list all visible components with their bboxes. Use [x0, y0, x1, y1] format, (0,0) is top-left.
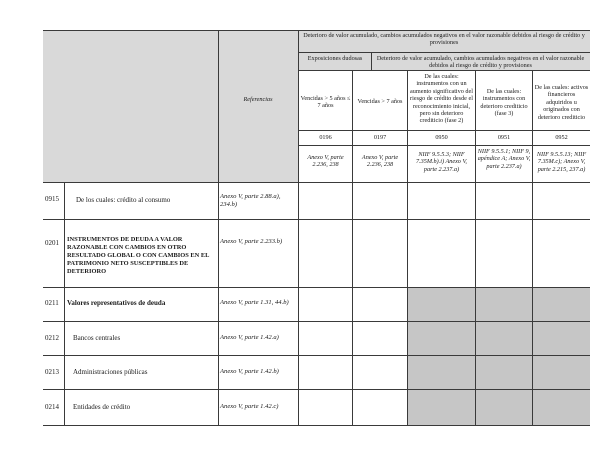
- row-label: Administraciones públicas: [73, 368, 148, 376]
- vrule-dudosas-sub: [371, 52, 372, 70]
- vrule-col-0950-0951: [475, 70, 476, 425]
- row-code: 0201: [45, 239, 59, 247]
- col-0951-label: De las cuales: instrumentos con deterioro crediticio (fase 3): [480, 88, 528, 118]
- rule-top: [43, 30, 590, 31]
- row-label: Entidades de crédito: [73, 403, 131, 411]
- shaded-cell-0212: [407, 321, 590, 355]
- vrule-col-0951-0952: [532, 70, 533, 425]
- referencias-heading: Referencias: [243, 96, 273, 103]
- row-ref: Anexo V, parte 1.31, 44.b): [220, 299, 289, 306]
- col-0952-code: 0952: [555, 134, 568, 141]
- shaded-cell-0213: [407, 355, 590, 389]
- rule-top-group: [298, 52, 590, 53]
- rule-row-0201: [43, 287, 590, 288]
- col-0196-label: Vencidas > 5 años ≤ 7 años: [300, 95, 351, 110]
- row-label: Bancos centrales: [73, 334, 121, 342]
- header-referencias-block: [218, 30, 298, 182]
- row-ref: Anexo V, parte 1.42.b): [220, 368, 279, 375]
- col-0950-ref: NIIF 9.5.5.3; NIIF 7.35M.b).i) Anexo V, parte 2.237.a): [416, 151, 467, 173]
- row-label: Valores representativos de deuda: [67, 299, 166, 307]
- col-0951-ref: NIIF 9.5.5.1; NIIF 9, apéndice A; Anexo V, parte 2.237.a): [477, 148, 531, 170]
- row-code: 0212: [45, 334, 59, 342]
- col-0197-label: Vencidas > 7 años: [357, 98, 403, 105]
- col-0952-ref: NIIF 9.5.5.13; NIIF 7.35M.c); Anexo V, parte 2.215, 237.a): [536, 151, 587, 173]
- shaded-cell-0214: [407, 389, 590, 425]
- top-group-heading: Deterioro de valor acumulado, cambios acumulados negativos en el valor razonable debidos al riesgo de crédito y provisiones: [303, 32, 585, 47]
- vrule-code-label: [64, 182, 65, 425]
- col-0950-label: De las cuales: instrumentos con un aumento significativo del riesgo de crédito desde el reconocimiento inicial, pero sin deterioro crediticio (fase 2): [410, 73, 473, 125]
- row-label: De los cuales: crédito al consumo: [76, 196, 171, 204]
- col-0950-code: 0950: [435, 134, 448, 141]
- col-0951-code: 0951: [497, 134, 511, 141]
- col-0197-code: 0197: [373, 134, 387, 141]
- rule-codes: [298, 145, 590, 146]
- row-ref: Anexo V, parte 2.88.a), 234.b): [220, 193, 281, 208]
- row-code: 0211: [45, 299, 59, 307]
- rule-row-0212: [43, 355, 590, 356]
- row-label: INSTRUMENTOS DE DEUDA A VALOR RAZONABLE CON CAMBIOS EN OTRO RESULTADO GLOBAL O CON CAMBIOS EN EL PATRIMONIO NETO SUSCEPTIBLES DE DETERIORO: [67, 236, 210, 275]
- vrule-label-ref: [218, 30, 219, 425]
- row-code: 0213: [45, 368, 59, 376]
- rule-row-0211: [43, 321, 590, 322]
- header-left-block: [43, 30, 218, 182]
- sub-group-heading: Deterioro de valor acumulado, cambios acumulados negativos en el valor razonable debidos al riesgo de crédito y provisiones: [376, 55, 585, 70]
- row-ref: Anexo V, parte 1.42.a): [220, 334, 279, 341]
- col-0196-ref: Anexo V, parte 2.236, 238: [307, 154, 344, 169]
- rule-dudosas: [298, 70, 590, 71]
- row-code: 0915: [45, 195, 59, 203]
- col-0952-label: De las cuales: activos financieros adquiridos u originados con deterioro crediticio: [534, 84, 589, 121]
- row-ref: Anexo V, parte 1.42.c): [220, 403, 279, 410]
- rule-row-0915: [43, 219, 590, 220]
- col-0197-ref: Anexo V, parte 2.236, 238: [361, 154, 399, 169]
- shaded-cell-0211: [407, 287, 590, 321]
- rule-row-0213: [43, 389, 590, 390]
- row-ref: Anexo V, parte 2.233.b): [220, 238, 283, 245]
- rule-col-labels: [298, 130, 590, 131]
- rule-header-bottom: [43, 182, 590, 183]
- col-0196-code: 0196: [319, 134, 332, 141]
- vrule-col-0197-0950: [407, 70, 408, 425]
- rule-bottom: [43, 425, 590, 426]
- vrule-ref-data: [298, 30, 299, 425]
- dudosas-heading: Exposiciones dudosas: [307, 55, 363, 62]
- vrule-col-0196-0197: [352, 70, 353, 425]
- row-code: 0214: [45, 403, 59, 411]
